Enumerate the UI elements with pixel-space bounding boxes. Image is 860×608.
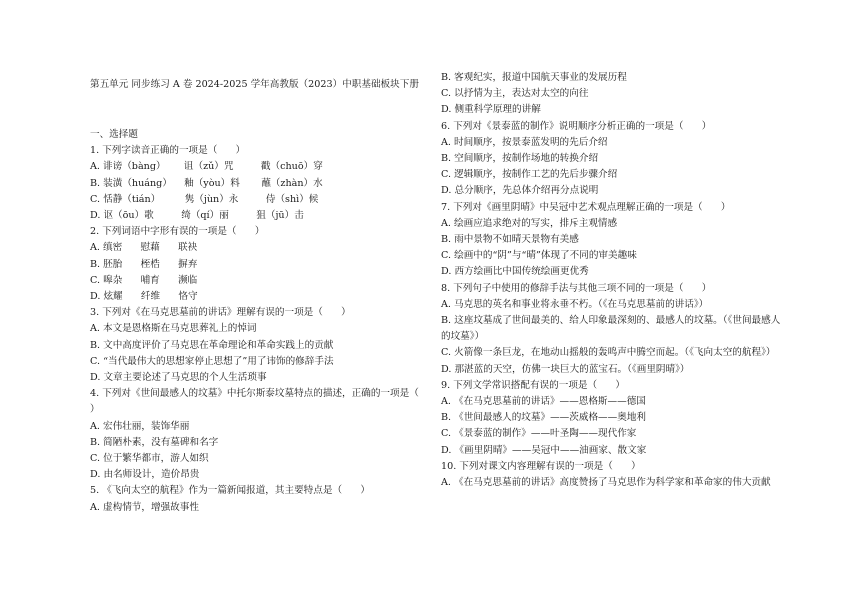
option-line: D. 炫耀 纤维 恪守 [90,291,198,303]
option-line: A. 绘画应追求绝对的写实，排斥主观情感 [441,217,618,229]
option-line: B. 这座坟墓成了世间最美的、给人印象最深刻的、最感人的坟墓。（《世间最感人的坟墓》） [441,315,781,343]
option-line: B. 简陋朴素，没有墓碑和名字 [90,436,219,448]
option-line: A. 诽谤（bàng） 诅（zǔ）咒 戳（chuō）穿 [90,161,323,173]
option-line: C. 绘画中的“阴”与“晴”体现了不同的审美趣味 [441,250,637,262]
option-line: B. 雨中景物不如晴天景物有美感 [441,234,579,246]
option-line: C. 《景泰蓝的制作》——叶圣陶——现代作家 [441,428,637,440]
question-line: 8. 下列句子中使用的修辞手法与其他三项不同的一项是（ ） [441,282,712,294]
question-line: 4. 下列对《世间最感人的坟墓》中托尔斯泰坟墓特点的描述，正确的一项是（ ） [90,388,419,416]
question-line: 7. 下列对《画里阴晴》中吴冠中艺术观点理解正确的一项是（ ） [441,201,731,213]
option-line: B. 空间顺序，按制作场地的转换介绍 [441,153,599,165]
option-line: B. 装潢（huáng） 釉（yòu）料 蘸（zhàn）水 [90,177,323,189]
left-column [90,76,425,516]
option-line: D. 那湛蓝的天空，仿佛一块巨大的蓝宝石。（《画里阴晴》） [441,363,690,375]
question-line: 2. 下列词语中字形有误的一项是（ ） [90,226,265,238]
option-line: C. 位于繁华都市，游人如织 [90,453,209,465]
question-line: 9. 下列文学常识搭配有误的一项是（ ） [441,379,625,391]
option-line: C. 以抒情为主，表达对太空的向往 [441,88,589,100]
option-line: A. 宏伟壮丽，装饰华丽 [90,420,190,432]
option-line: C. “当代最伟大的思想家停止思想了”用了讳饰的修辞手法 [90,355,334,367]
option-line: D. 总分顺序，先总体介绍再分点说明 [441,185,599,197]
right-column [441,70,781,491]
question-line: 6. 下列对《景泰蓝的制作》说明顺序分析正确的一项是（ ） [441,120,712,132]
option-line: C. 恬静（tián） 隽（jùn）永 侍（shì）候 [90,193,319,205]
option-line: D. 西方绘画比中国传统绘画更优秀 [441,266,589,278]
option-line: C. 火箭像一条巨龙，在地动山摇般的轰鸣声中腾空而起。（《飞向太空的航程》） [441,347,776,359]
question-line: 10. 下列对课文内容理解有误的一项是（ ） [441,460,641,472]
section-heading: 一、选择题 [90,129,138,140]
option-line: A. 《在马克思墓前的讲话》——恩格斯——德国 [441,396,646,408]
question-line: 5. 《飞向太空的航程》作为一篇新闻报道，其主要特点是（ ） [90,485,370,497]
option-line: D. 文章主要论述了马克思的个人生活琐事 [90,372,267,384]
option-line: D. 《画里阴晴》——吴冠中——油画家、散文家 [441,444,647,456]
question-line: 1. 下列字读音正确的一项是（ ） [90,145,246,157]
option-line: B. 文中高度评价了马克思在革命理论和革命实践上的贡献 [90,339,334,351]
option-line: A. 本文是恩格斯在马克思葬礼上的悼词 [90,323,257,335]
option-line: C. 嗥杂 哺育 濒临 [90,274,198,286]
option-line: D. 由名师设计，造价昂贵 [90,469,200,481]
option-line: B. 客观纪实，报道中国航天事业的发展历程 [441,72,627,83]
option-line: C. 逻辑顺序，按制作工艺的先后步骤介绍 [441,169,618,181]
question-line: 3. 下列对《在马克思墓前的讲话》理解有误的一项是（ ） [90,307,351,319]
option-line: A. 虚构情节，增强故事性 [90,501,199,513]
option-line: D. 讴（ōu）歌 绮（qí）丽 狙（jū）击 [90,210,304,222]
option-line: A. 时间顺序，按景泰蓝发明的先后介绍 [441,136,608,148]
option-line: A. 缜密 慰藉 联袂 [90,242,198,254]
option-line: D. 侧重科学原理的讲解 [441,104,541,116]
option-line: A. 马克思的英名和事业将永垂不朽。（《在马克思墓前的讲话》） [441,298,709,310]
document-title: 第五单元 同步练习 A 卷 2024-2025 学年高教版（2023）中职基础板块下册 [90,79,419,90]
option-line: B. 《世间最感人的坟墓》——茨威格——奥地利 [441,412,647,424]
option-line: A. 《在马克思墓前的讲话》高度赞扬了马克思作为科学家和革命家的伟大贡献 [441,477,771,489]
option-line: B. 胚胎 桎梏 摒弃 [90,258,198,270]
